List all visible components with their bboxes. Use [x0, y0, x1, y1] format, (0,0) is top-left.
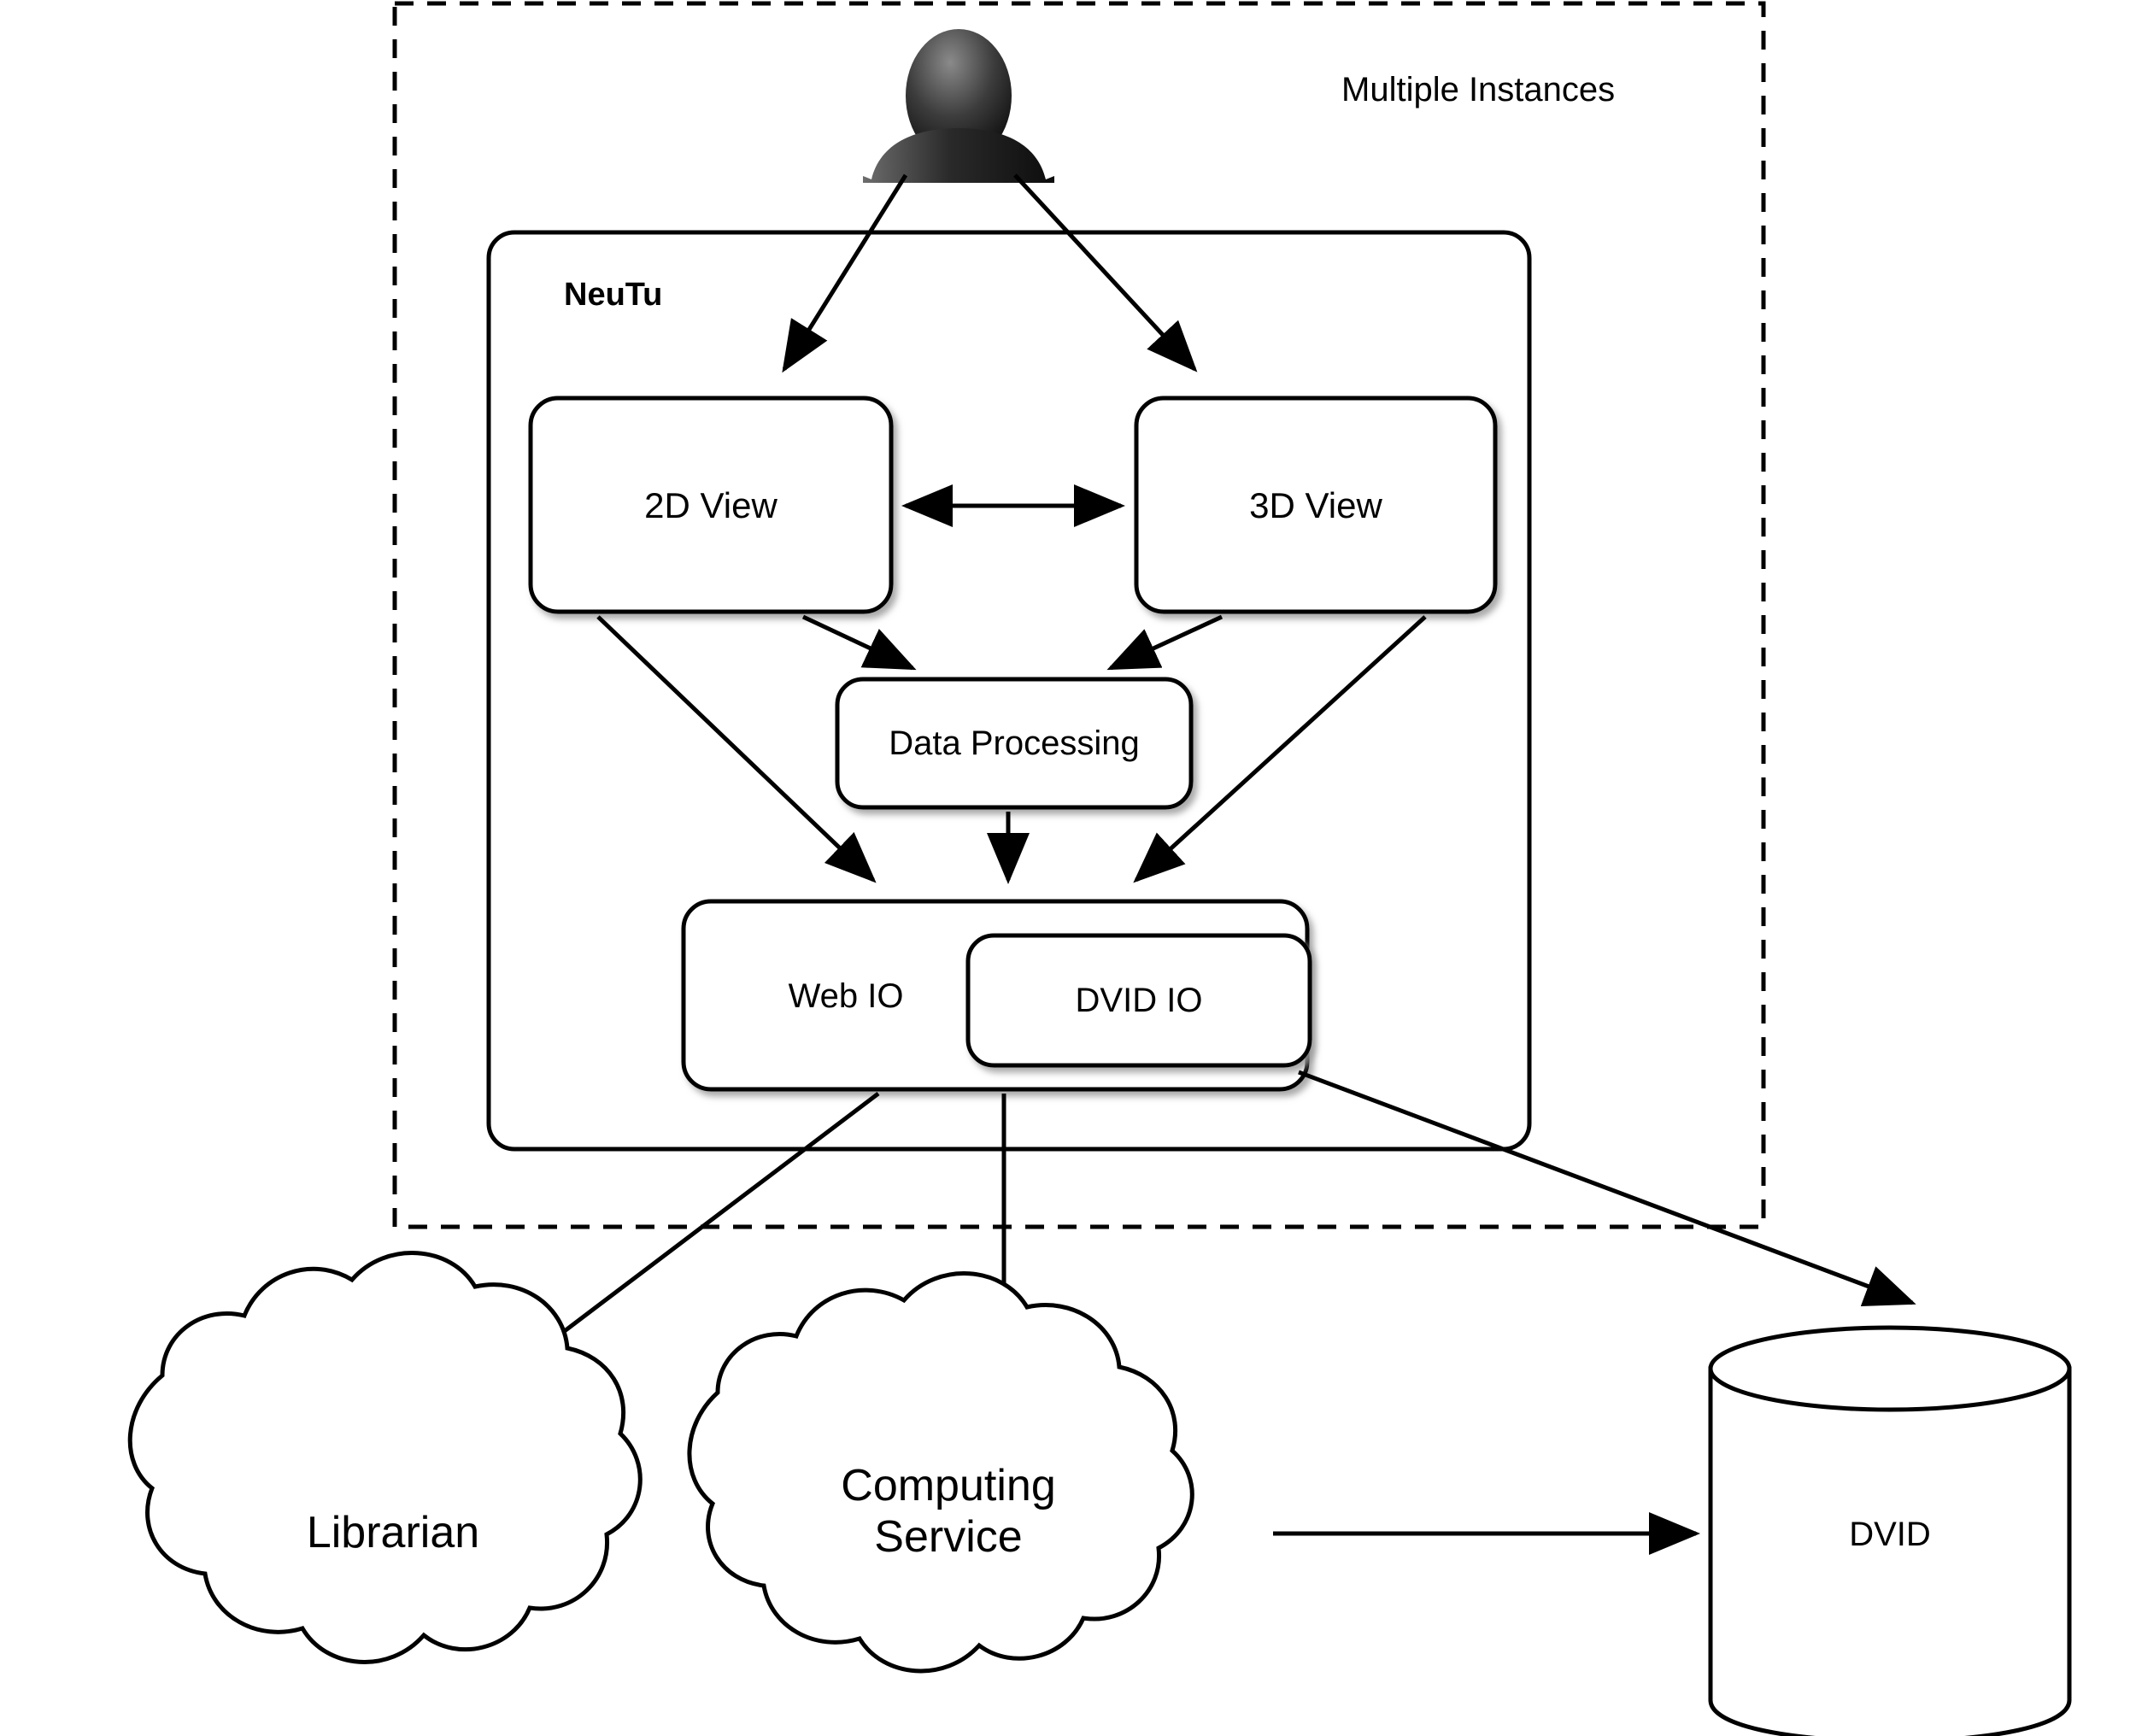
edge-dvid-io-to-dvid — [1299, 1072, 1912, 1303]
node-2d-view-label: 2D View — [644, 485, 778, 525]
node-2d-view[interactable] — [531, 398, 891, 612]
node-computing-service-label: Computing Service — [841, 1461, 1056, 1562]
node-web-io-label: Web IO — [788, 976, 904, 1015]
node-librarian[interactable] — [130, 1253, 640, 1663]
user-avatar — [863, 29, 1054, 183]
node-dvid-io-label: DVID IO — [1075, 981, 1203, 1019]
node-data-processing[interactable] — [837, 679, 1191, 807]
node-3d-view[interactable] — [1136, 398, 1495, 612]
node-dvid-label: DVID — [1849, 1515, 1931, 1553]
multiple-instances-label: Multiple Instances — [1341, 70, 1616, 108]
node-dvid[interactable] — [1711, 1328, 2069, 1736]
node-3d-view-label: 3D View — [1249, 485, 1382, 525]
node-librarian-label: Librarian — [306, 1508, 480, 1558]
neutu-label: NeuTu — [564, 276, 663, 313]
node-dvid-io[interactable] — [968, 935, 1310, 1065]
node-computing-service[interactable] — [690, 1274, 1192, 1671]
node-data-processing-label: Data Processing — [889, 724, 1140, 762]
